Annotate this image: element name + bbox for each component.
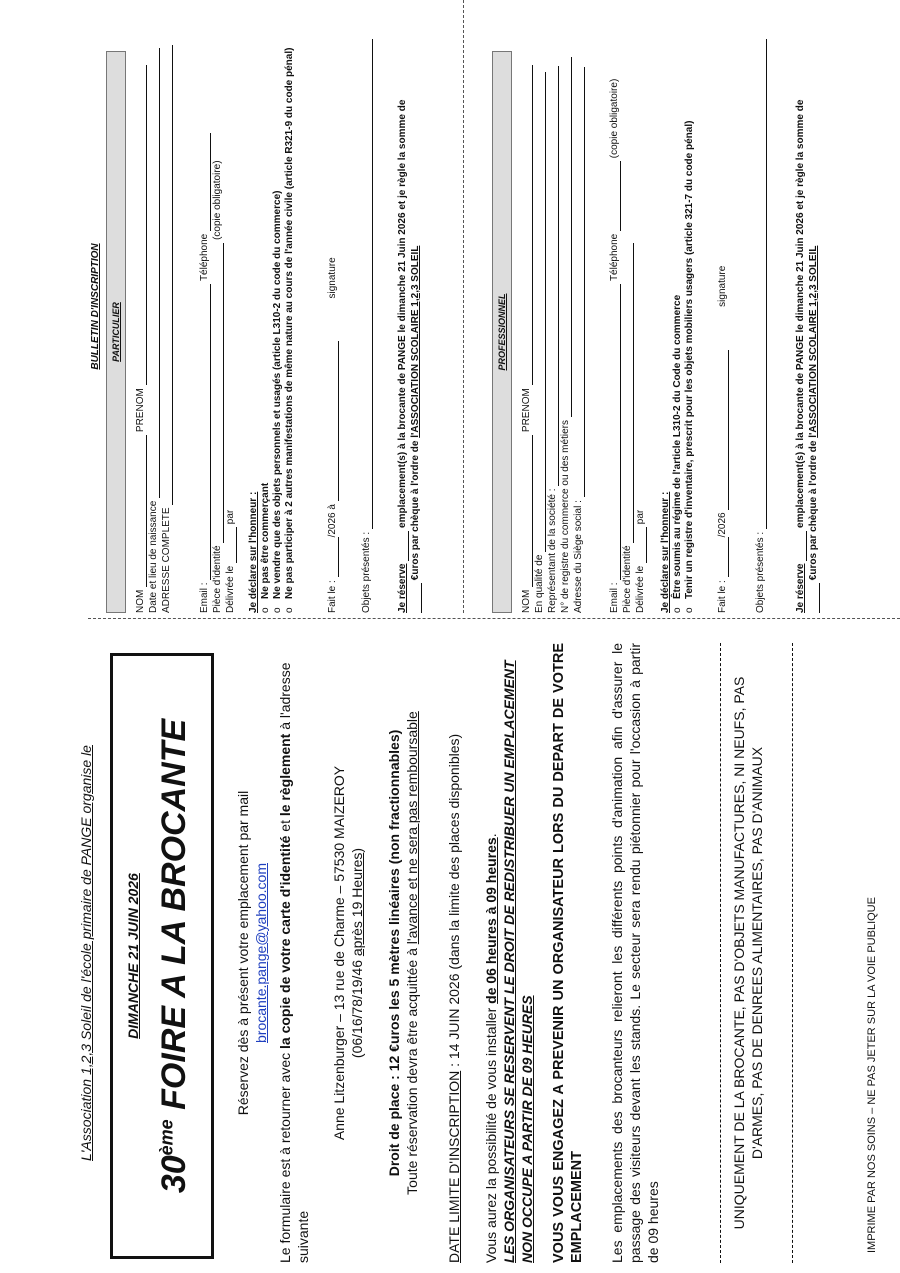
place-field[interactable] (716, 350, 729, 510)
prenom-field[interactable] (520, 65, 533, 385)
flyer-panel (0, 633, 900, 1273)
id-field[interactable] (211, 243, 224, 543)
engage-notice: VOUS VOUS ENGAGEZ A PREVENIR UN ORGANISATEUR LORS DU DEPART DE VOTRE EMPLACEMENT (551, 643, 585, 1263)
particulier-identity: NOM PRENOM Date et lieu de naissance ADRESSE COMPLETE (134, 23, 173, 613)
professionnel-header: PROFESSIONNEL (492, 51, 512, 613)
animation-text: Les emplacements des brocanteurs relieront les différents points d'animation afin d'assurer le passage des visiteurs devant les stands. Le secteur sera rendu piétonnier pour l'occasion à partir de 09 heures (609, 643, 661, 1263)
particulier-signature-row: Fait le : /2026 à signature (327, 257, 338, 613)
event-title: 30ème FOIRE A LA BROCANTE (155, 718, 193, 1194)
declaration-item: o Être soumis au régime de l'article L310-2 du Code du commerce (672, 23, 684, 599)
print-footer: IMPRIME PAR NOS SOINS – NE PAS JETER SUR LA VOIE PUBLIQUE (866, 897, 878, 1253)
professionnel-contact: Email : Téléphone (copie obligatoire) Pièce d'identité Délivrée le par (609, 78, 646, 613)
birth-field[interactable] (147, 48, 160, 498)
prenom-field[interactable] (134, 65, 147, 385)
amount-field[interactable] (409, 583, 422, 613)
spots-field[interactable] (396, 531, 409, 561)
declaration-item: o Ne pas être commerçant (260, 23, 272, 599)
nom-field[interactable] (134, 435, 147, 587)
objects-field[interactable] (754, 39, 767, 529)
declaration-item: o Ne pas participer à 2 autres manifestations de même nature au cours de l'année civile (article R321-9 du code pénal) (284, 23, 296, 599)
form-separator (463, 0, 464, 613)
price-info: Droit de place : 12 €uros les 5 mètres linéaires (non fractionnables) Toute réservation devra être acquittée à l'avance et ne sera pas remboursable (386, 711, 420, 1195)
particulier-declaration: Je déclare sur l'honneur : o Ne pas être commerçant o Ne vendre que des objets personnels et usagés (article L310-2 du code du commerce) o Ne pas participer à 2 autres manifestations de même nature au cours de l'année civile (article R321-9 du code pénal) (248, 23, 296, 613)
objects-field[interactable] (360, 39, 373, 529)
form-title: BULLETIN D'INSCRIPTION (90, 243, 101, 370)
organisers-notice: LES ORGANISATEURS SE RESERVENT LE DROIT DE REDISTRIBUER UN EMPLACEMENT NON OCCUPE A PARTIR DE 09 HEURES (501, 660, 535, 1263)
head-office-field[interactable] (572, 67, 585, 497)
restrictions: UNIQUEMENT DE LA BROCANTE, PAS D'OBJETS MANUFACTURES, NI NEUFS, PAS D'ARMES, PAS DE DENREES ALIMENTAIRES, PAS D'ANIMAUX (731, 676, 765, 1230)
form-return-text: Le formulaire est à retourner avec la copie de votre carte d'identité et le règlement à l'adresse suivante (277, 662, 311, 1263)
dashed-separator (792, 643, 793, 1263)
contact-address: Anne Litzenburger – 13 rue de Charme – 57530 MAIZEROY (06/16/78/19/46 après 19 Heures) (331, 765, 365, 1141)
install-hours: Vous aurez la possibilité de vous installer de 06 heures à 09 heures. LES ORGANISATEURS SE RESERVENT LE DROIT DE REDISTRIBUER UN EMPLACEMENT NON OCCUPE A PARTIR DE 09 HEURES (483, 660, 535, 1263)
cut-line (88, 618, 900, 619)
email-field[interactable] (198, 284, 211, 580)
particulier-contact: Email : Téléphone Pièce d'identité (copie obligatoire) Délivrée le par (198, 23, 237, 613)
professionnel-declaration: Je déclare sur l'honneur : o Être soumis au régime de l'article L310-2 du Code du commerce o Tenir un registre d'inventaire, prescrit pour les objets mobiliers usagers (article 321-7 du code pénal) (660, 23, 696, 613)
issued-date-field[interactable] (634, 527, 647, 563)
declaration-item: o Ne vendre que des objets personnels et usagés (article L310-2 du code du commerce) (272, 23, 284, 599)
registration-form (0, 0, 900, 613)
id-field[interactable] (621, 243, 634, 543)
professionnel-objects: Objets présentés : (754, 23, 767, 613)
issued-date-field[interactable] (224, 527, 237, 563)
address-field[interactable] (160, 45, 173, 505)
event-date: DIMANCHE 21 JUIN 2026 (125, 873, 141, 1039)
phone-field[interactable] (608, 161, 621, 231)
email-field[interactable] (608, 284, 621, 580)
place-field[interactable] (326, 341, 339, 501)
contact-email-link[interactable]: brocante.pange@yahoo.com (253, 863, 269, 1043)
professionnel-reservation: Je réserve emplacement(s) à la brocante de PANGE le dimanche 21 Juin 2026 et je règle la somme de €uros par chèque à l'ordre de l'ASSOCIATION SCOLAIRE 1,2,3 SOLEIL (795, 99, 819, 613)
capacity-field[interactable] (533, 72, 546, 552)
particulier-reservation: Je réserve emplacement(s) à la brocante de PANGE le dimanche 21 Juin 2026 et je règle la somme de €uros par chèque à l'ordre de l'ASSOCIATION SCOLAIRE 1,2,3 SOLEIL (397, 99, 421, 613)
particulier-header: PARTICULIER (106, 51, 126, 613)
organizer-line: L'Association 1,2,3 Soleil de l'école primaire de PANGE organise le (78, 745, 94, 1161)
professionnel-signature-row: Fait le : /2026 signature (717, 265, 728, 613)
professionnel-identity: NOM PRENOM En qualité de Représentant de la société : N° de registre du commerce ou des métiers Adresse du Siège social : (520, 23, 585, 613)
company-field[interactable] (546, 66, 559, 486)
phone-field[interactable] (198, 133, 211, 231)
amount-field[interactable] (807, 583, 820, 613)
registry-field[interactable] (559, 57, 572, 417)
date-field[interactable] (326, 537, 339, 577)
date-field[interactable] (716, 537, 729, 577)
spots-field[interactable] (794, 531, 807, 561)
nom-field[interactable] (520, 435, 533, 587)
title-box (110, 653, 214, 1259)
particulier-objects: Objets présentés : (360, 23, 373, 613)
registration-deadline: DATE LIMITE D'INSCRIPTION : 14 JUIN 2026 (dans la limite des places disponibles) (446, 733, 462, 1263)
reserve-line: Réservez dès à présent votre emplacement par mail brocante.pange@yahoo.com (235, 790, 269, 1116)
dashed-separator (720, 643, 721, 1263)
declaration-item: o Tenir un registre d'inventaire, prescrit pour les objets mobiliers usagers (article 321-7 du code pénal) (684, 23, 696, 599)
